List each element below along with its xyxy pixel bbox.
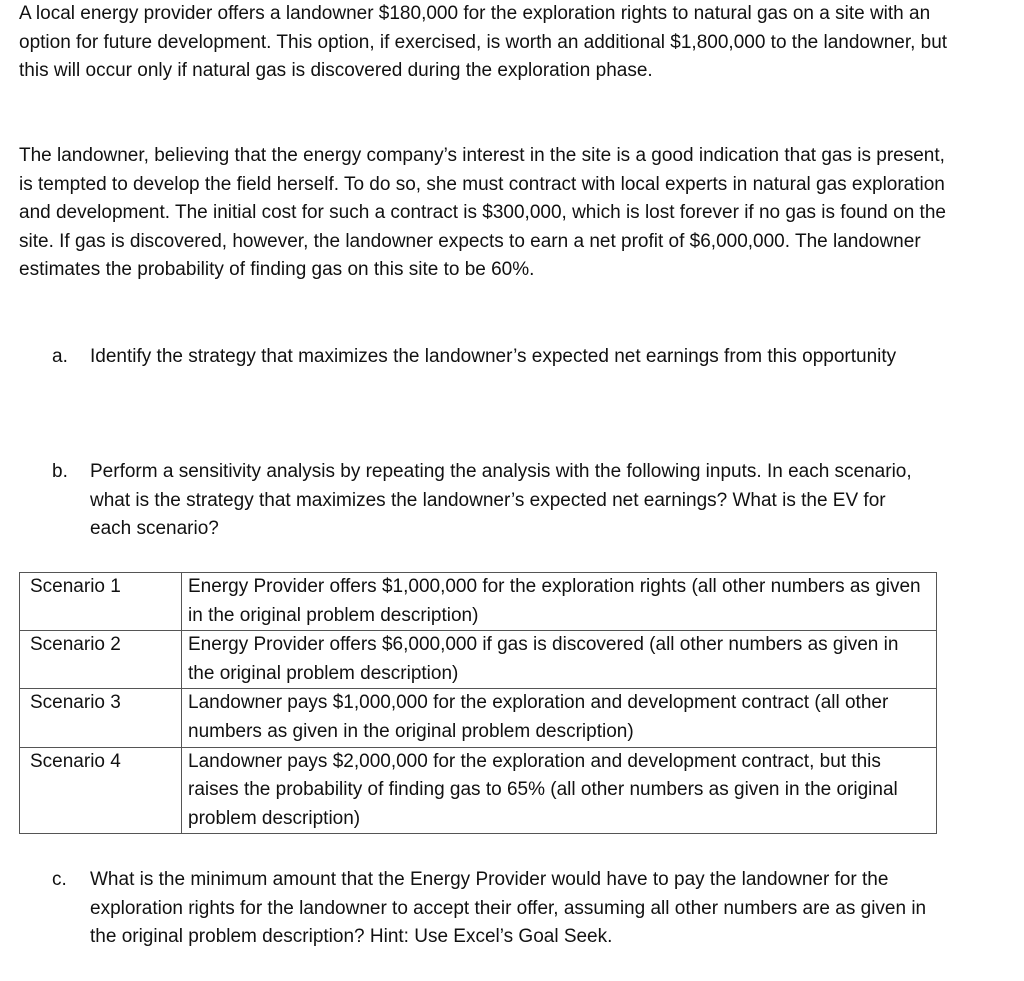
question-a-marker: a. xyxy=(52,346,68,367)
question-c-text: What is the minimum amount that the Energy Provider would have to pay the landowner for the exploration rights for the landowner to accept their offer, assuming all other numbers are as given in the original problem description? Hint: Use Excel’s Goal Seek. xyxy=(90,869,927,948)
question-b-marker: b. xyxy=(52,461,68,482)
scenario-2-name: Scenario 2 xyxy=(20,631,182,689)
scenario-4-name: Scenario 4 xyxy=(20,747,182,834)
intro-paragraph-2: The landowner, believing that the energy company’s interest in the site is a good indication that gas is present, is tempted to develop the field herself. To do so, she must contract with local experts in natural gas exploration and development. The initial cost for such a contract is $300,000, which is lost forever if no gas is found on the site. If gas is discovered, however, the landowner expects to earn a net profit of $6,000,000. The landowner estimates the probability of finding gas on this site to be 60%. xyxy=(19,145,946,281)
question-b xyxy=(52,458,932,544)
scenario-4-description: Landowner pays $2,000,000 for the exploration and development contract, but this raises the probability of finding gas to 65% (all other numbers as given in the original problem description) xyxy=(182,747,937,834)
table-row xyxy=(20,631,937,689)
question-a xyxy=(52,343,932,372)
scenario-2-description: Energy Provider offers $6,000,000 if gas is discovered (all other numbers as given in the original problem description) xyxy=(182,631,937,689)
scenario-3-name: Scenario 3 xyxy=(20,689,182,747)
question-a-text: Identify the strategy that maximizes the landowner’s expected net earnings from this opportunity xyxy=(90,346,897,367)
question-c-marker: c. xyxy=(52,869,67,890)
intro-paragraph-1: A local energy provider offers a landowner $180,000 for the exploration rights to natural gas on a site with an option for future development. This option, if exercised, is worth an additional $1,800,000 to the landowner, but this will occur only if natural gas is discovered during the exploration phase. xyxy=(19,3,948,82)
question-c xyxy=(52,866,932,952)
scenario-1-description: Energy Provider offers $1,000,000 for the exploration rights (all other numbers as given in the original problem description) xyxy=(182,573,937,631)
question-b-text: Perform a sensitivity analysis by repeating the analysis with the following inputs. In each scenario, what is the strategy that maximizes the landowner’s expected net earnings? What is the EV for each scenario? xyxy=(90,461,912,540)
scenario-3-description: Landowner pays $1,000,000 for the exploration and development contract (all other numbers as given in the original problem description) xyxy=(182,689,937,747)
table-row xyxy=(20,689,937,747)
table-row xyxy=(20,747,937,834)
table-row xyxy=(20,573,937,631)
scenario-1-name: Scenario 1 xyxy=(20,573,182,631)
scenario-table xyxy=(19,572,937,834)
